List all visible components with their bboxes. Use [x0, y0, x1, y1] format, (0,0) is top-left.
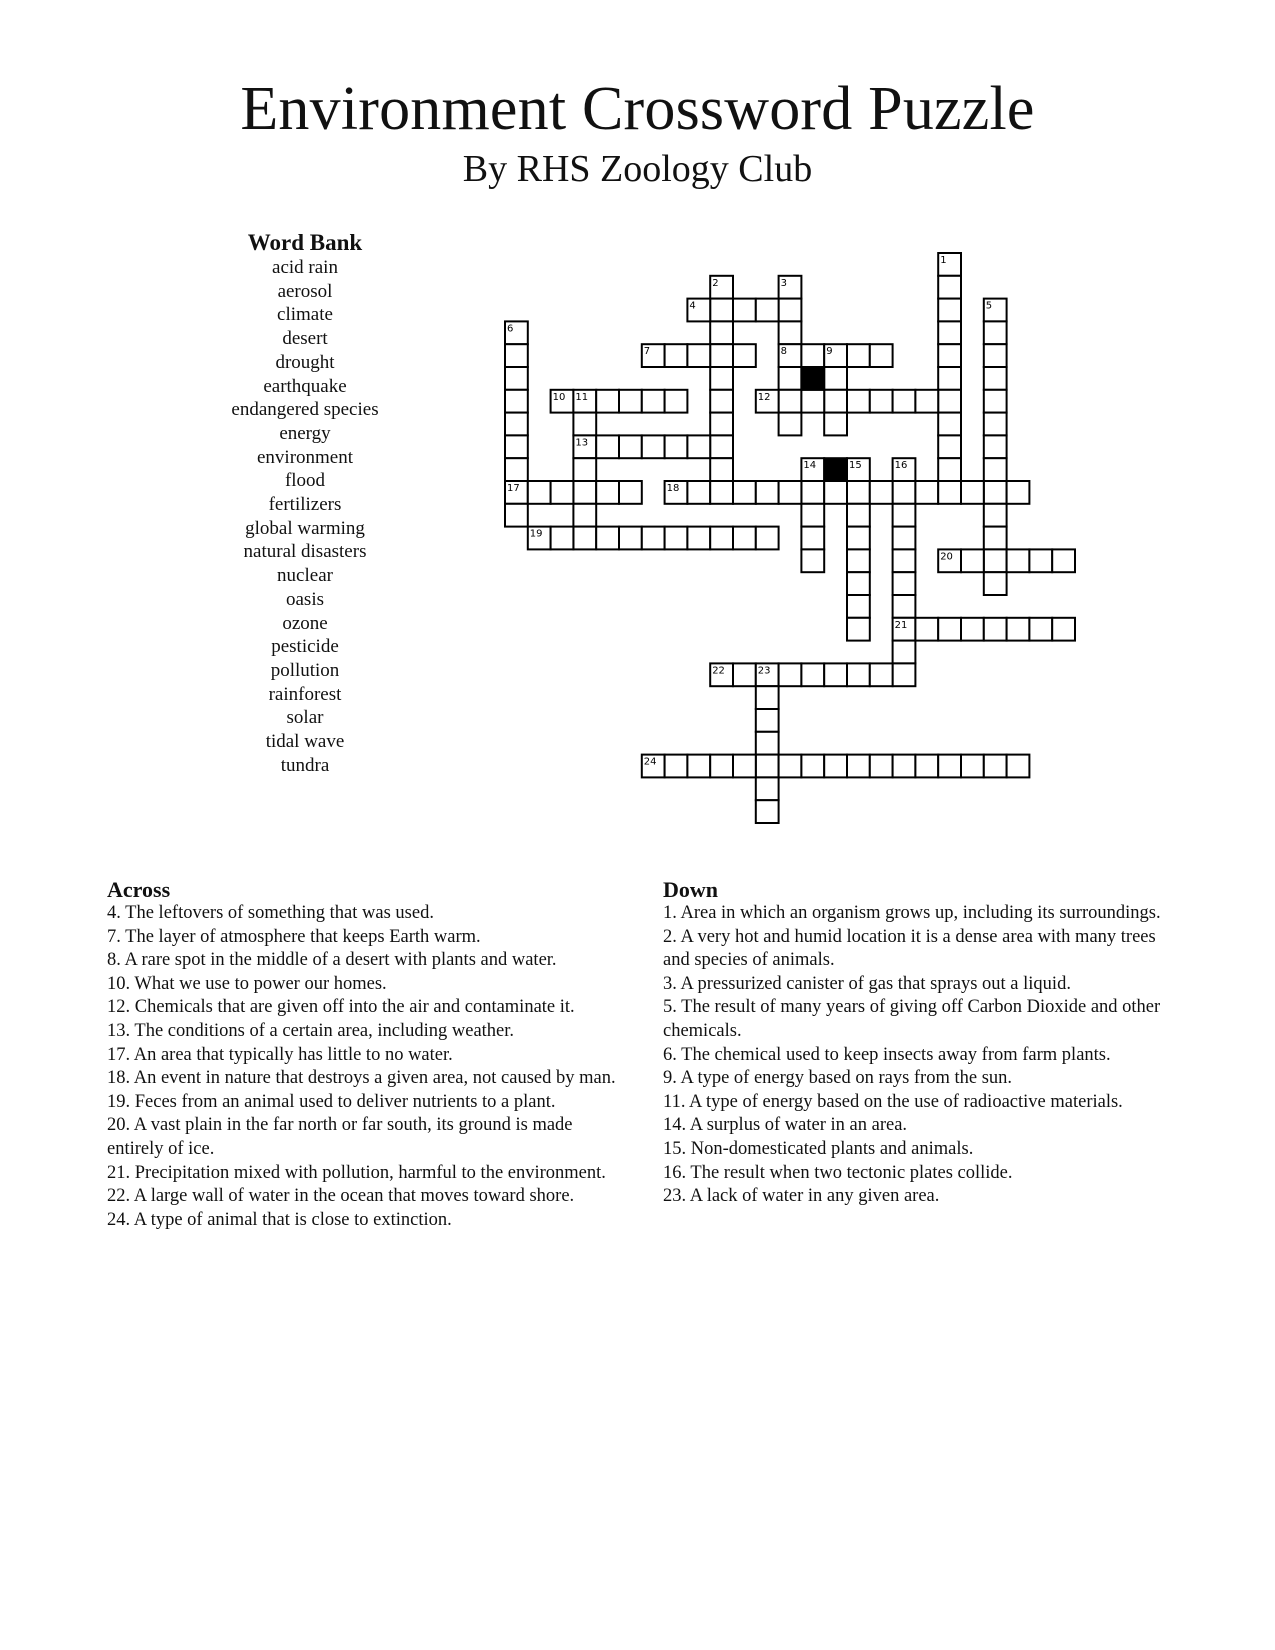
word-bank-item: energy — [279, 422, 331, 444]
crossword-cell[interactable] — [1007, 755, 1030, 778]
crossword-cell[interactable] — [1029, 549, 1052, 572]
crossword-cell[interactable] — [779, 299, 802, 322]
crossword-cell[interactable] — [687, 527, 710, 550]
across-clue: 22. A large wall of water in the ocean that moves toward shore. — [107, 1186, 575, 1207]
crossword-cell[interactable] — [687, 344, 710, 367]
crossword-cell[interactable] — [961, 481, 984, 504]
across-clue: 13. The conditions of a certain area, including weather. — [107, 1020, 515, 1041]
crossword-cell[interactable] — [573, 458, 596, 481]
crossword-cell[interactable] — [984, 435, 1007, 458]
crossword-cell[interactable] — [619, 481, 642, 504]
crossword-clue-number: 10 — [552, 391, 566, 403]
crossword-cell[interactable] — [710, 344, 733, 367]
crossword-clue-number: 21 — [894, 619, 908, 631]
crossword-cell[interactable] — [505, 344, 528, 367]
crossword-cell[interactable] — [710, 527, 733, 550]
crossword-cell[interactable] — [710, 390, 733, 413]
crossword-cell[interactable] — [893, 572, 916, 595]
crossword-cell[interactable] — [528, 481, 551, 504]
crossword-cell[interactable] — [779, 481, 802, 504]
crossword-cell[interactable] — [710, 367, 733, 390]
crossword-cell[interactable] — [870, 344, 893, 367]
crossword-cell[interactable] — [961, 618, 984, 641]
crossword-cell[interactable] — [733, 344, 756, 367]
crossword-cell[interactable] — [893, 390, 916, 413]
crossword-cell[interactable] — [505, 458, 528, 481]
crossword-clue-number: 15 — [849, 460, 862, 472]
crossword-cell[interactable] — [1007, 618, 1030, 641]
crossword-cell[interactable] — [505, 390, 528, 413]
page-title: Environment Crossword Puzzle — [240, 75, 1035, 143]
crossword-cell[interactable] — [756, 732, 779, 755]
crossword-cell[interactable] — [505, 413, 528, 436]
crossword-cell[interactable] — [938, 413, 961, 436]
crossword-cell[interactable] — [573, 527, 596, 550]
crossword-cell[interactable] — [870, 481, 893, 504]
crossword-black-cell — [801, 367, 824, 390]
crossword-clue-number: 13 — [575, 437, 589, 449]
crossword-cell[interactable] — [801, 549, 824, 572]
crossword-cell[interactable] — [938, 321, 961, 344]
crossword-cell[interactable] — [984, 458, 1007, 481]
crossword-cell[interactable] — [847, 504, 870, 527]
crossword-cell[interactable] — [710, 458, 733, 481]
crossword-cell[interactable] — [756, 299, 779, 322]
crossword-cell[interactable] — [665, 527, 688, 550]
word-bank-item: tundra — [280, 754, 330, 776]
crossword-clue-number: 8 — [780, 346, 787, 358]
crossword-cell[interactable] — [824, 663, 847, 686]
down-clue: 3. A pressurized canister of gas that sprays out a liquid. — [663, 973, 1071, 994]
crossword-cell[interactable] — [847, 527, 870, 550]
crossword-clue-number: 11 — [575, 391, 589, 403]
word-bank-item: drought — [275, 351, 335, 373]
crossword-cell[interactable] — [779, 413, 802, 436]
crossword-cell[interactable] — [665, 435, 688, 458]
crossword-cell[interactable] — [756, 755, 779, 778]
crossword-cell[interactable] — [1029, 618, 1052, 641]
crossword-cell[interactable] — [801, 390, 824, 413]
crossword-cell[interactable] — [893, 549, 916, 572]
across-clue: 24. A type of animal that is close to extinction. — [107, 1209, 452, 1230]
crossword-cell[interactable] — [870, 390, 893, 413]
crossword-cell[interactable] — [801, 344, 824, 367]
down-clue: 16. The result when two tectonic plates collide. — [663, 1162, 1013, 1183]
word-bank-item: solar — [286, 707, 324, 729]
crossword-cell[interactable] — [779, 663, 802, 686]
word-bank-item: acid rain — [272, 257, 338, 278]
crossword-cell[interactable] — [756, 800, 779, 823]
crossword-cell[interactable] — [573, 504, 596, 527]
crossword-cell[interactable] — [915, 755, 938, 778]
crossword-clue-number: 12 — [757, 391, 771, 403]
crossword-cell[interactable] — [824, 390, 847, 413]
crossword-clue-number: 19 — [529, 528, 543, 540]
across-heading: Across — [107, 877, 171, 902]
crossword-cell[interactable] — [665, 390, 688, 413]
down-clue: 15. Non-domesticated plants and animals. — [663, 1138, 974, 1159]
across-clue: 4. The leftovers of something that was used. — [107, 903, 434, 923]
crossword-cell[interactable] — [915, 390, 938, 413]
crossword-clue-number: 7 — [643, 346, 651, 358]
down-clues — [663, 878, 1183, 1209]
word-bank-item: fertilizers — [268, 494, 342, 516]
across-clue: 21. Precipitation mixed with pollution, harmful to the environment. — [107, 1162, 606, 1183]
word-bank-item: endangered species — [231, 399, 379, 421]
word-bank-item: ozone — [282, 612, 328, 634]
crossword-cell[interactable] — [938, 481, 961, 504]
word-bank-title: Word Bank — [247, 230, 363, 255]
crossword-cell[interactable] — [801, 755, 824, 778]
across-clues — [107, 878, 622, 1232]
crossword-cell[interactable] — [756, 709, 779, 732]
crossword-cell[interactable] — [984, 755, 1007, 778]
word-bank-item: pesticide — [271, 636, 339, 658]
crossword-cell[interactable] — [687, 481, 710, 504]
crossword-cell[interactable] — [847, 390, 870, 413]
crossword-clue-number: 2 — [712, 277, 719, 289]
crossword-cell[interactable] — [551, 481, 574, 504]
crossword-cell[interactable] — [961, 549, 984, 572]
crossword-cell[interactable] — [596, 435, 619, 458]
word-bank-item: environment — [256, 446, 354, 468]
crossword-cell[interactable] — [779, 367, 802, 390]
crossword-cell[interactable] — [893, 755, 916, 778]
crossword-cell[interactable] — [984, 321, 1007, 344]
crossword-cell[interactable] — [1007, 549, 1030, 572]
crossword-clue-number: 23 — [757, 665, 771, 677]
crossword-cell[interactable] — [710, 321, 733, 344]
crossword-cell[interactable] — [893, 481, 916, 504]
crossword-cell[interactable] — [893, 641, 916, 664]
crossword-cell[interactable] — [733, 755, 756, 778]
crossword-cell[interactable] — [938, 367, 961, 390]
crossword-black-cell — [824, 458, 847, 481]
crossword-cell[interactable] — [596, 481, 619, 504]
down-clue: 23. A lack of water in any given area. — [663, 1186, 940, 1207]
crossword-clue-number: 3 — [780, 277, 787, 289]
crossword-cell[interactable] — [619, 527, 642, 550]
across-clue-list — [107, 902, 622, 1232]
crossword-cell[interactable] — [893, 504, 916, 527]
crossword-cell[interactable] — [505, 435, 528, 458]
crossword-cell[interactable] — [551, 527, 574, 550]
word-bank-item: pollution — [270, 659, 340, 681]
crossword-cell[interactable] — [847, 595, 870, 618]
crossword-clue-number: 14 — [803, 460, 817, 472]
crossword-cell[interactable] — [915, 481, 938, 504]
crossword-cell[interactable] — [847, 663, 870, 686]
across-clue: 20. A vast plain in the far north or far south, its ground is made entirely of ice. — [107, 1115, 573, 1159]
down-heading: Down — [663, 877, 719, 902]
word-bank-item: oasis — [286, 588, 324, 610]
crossword-cell[interactable] — [801, 527, 824, 550]
crossword-cell[interactable] — [984, 344, 1007, 367]
word-bank-item: natural disasters — [243, 541, 367, 563]
crossword-cell[interactable] — [596, 390, 619, 413]
crossword-cell[interactable] — [710, 413, 733, 436]
crossword-cell[interactable] — [756, 527, 779, 550]
word-bank-item: earthquake — [263, 375, 347, 397]
crossword-cell[interactable] — [1007, 481, 1030, 504]
crossword-clue-number: 9 — [826, 346, 833, 358]
crossword-cell[interactable] — [938, 390, 961, 413]
crossword-cell[interactable] — [938, 755, 961, 778]
crossword-cell[interactable] — [961, 755, 984, 778]
down-clue: 2. A very hot and humid location it is a dense area with many trees and species of animals. — [663, 926, 1156, 971]
across-clue: 10. What we use to power our homes. — [107, 973, 387, 994]
crossword-cell[interactable] — [893, 663, 916, 686]
crossword-clue-number: 20 — [940, 551, 953, 563]
crossword-clue-number: 18 — [666, 483, 680, 494]
crossword-cell[interactable] — [938, 344, 961, 367]
crossword-cell[interactable] — [687, 755, 710, 778]
word-bank-item: aerosol — [277, 280, 333, 302]
crossword-cell[interactable] — [801, 663, 824, 686]
crossword-cell[interactable] — [733, 481, 756, 504]
crossword-cell[interactable] — [642, 527, 665, 550]
crossword-cell[interactable] — [779, 390, 802, 413]
crossword-cell[interactable] — [984, 618, 1007, 641]
crossword-cell[interactable] — [801, 504, 824, 527]
crossword-clue-number: 6 — [507, 323, 514, 335]
crossword-cell[interactable] — [938, 435, 961, 458]
crossword-cell[interactable] — [665, 344, 688, 367]
crossword-clue-number: 4 — [689, 300, 696, 312]
down-clue-list — [663, 902, 1183, 1209]
crossword-clue-number: 16 — [894, 460, 908, 472]
crossword-cell[interactable] — [984, 572, 1007, 595]
down-clue: 14. A surplus of water in an area. — [663, 1115, 908, 1136]
crossword-cell[interactable] — [733, 527, 756, 550]
crossword-cell[interactable] — [847, 344, 870, 367]
across-clue: 7. The layer of atmosphere that keeps Earth warm. — [107, 926, 481, 947]
crossword-cell[interactable] — [984, 549, 1007, 572]
down-clue: 6. The chemical used to keep insects away from farm plants. — [663, 1044, 1111, 1065]
crossword-cell[interactable] — [984, 527, 1007, 550]
crossword-cell[interactable] — [710, 755, 733, 778]
across-clue: 8. A rare spot in the middle of a desert with plants and water. — [107, 950, 557, 971]
crossword-cell[interactable] — [984, 504, 1007, 527]
crossword-cell[interactable] — [733, 299, 756, 322]
crossword-cell[interactable] — [642, 390, 665, 413]
word-bank-item: flood — [284, 470, 326, 492]
crossword-cell[interactable] — [847, 755, 870, 778]
crossword-cell[interactable] — [687, 435, 710, 458]
crossword-cell[interactable] — [779, 755, 802, 778]
crossword-cell[interactable] — [984, 367, 1007, 390]
word-bank-item: global warming — [245, 517, 365, 539]
crossword-cell[interactable] — [938, 458, 961, 481]
crossword-cell[interactable] — [847, 572, 870, 595]
word-bank-item: rainforest — [268, 683, 342, 705]
crossword-cell[interactable] — [756, 481, 779, 504]
crossword-cell[interactable] — [938, 618, 961, 641]
crossword-cell[interactable] — [915, 618, 938, 641]
across-clue: 17. An area that typically has little to no water. — [107, 1044, 453, 1065]
crossword-cell[interactable] — [596, 527, 619, 550]
crossword-cell[interactable] — [505, 504, 528, 527]
crossword-cell[interactable] — [710, 481, 733, 504]
word-bank-item: tidal wave — [265, 731, 345, 753]
crossword-cell[interactable] — [801, 481, 824, 504]
crossword-cell[interactable] — [847, 618, 870, 641]
crossword-cell[interactable] — [1052, 549, 1075, 572]
crossword-cell[interactable] — [824, 367, 847, 390]
crossword-cell[interactable] — [984, 390, 1007, 413]
across-clue: 19. Feces from an animal used to deliver nutrients to a plant. — [107, 1091, 556, 1112]
crossword-cell[interactable] — [984, 481, 1007, 504]
crossword-cell[interactable] — [824, 755, 847, 778]
crossword-cell[interactable] — [619, 435, 642, 458]
crossword-cell[interactable] — [505, 367, 528, 390]
across-clue: 12. Chemicals that are given off into the air and contaminate it. — [107, 997, 575, 1018]
crossword-cell[interactable] — [893, 595, 916, 618]
down-clue: 5. The result of many years of giving off Carbon Dioxide and other chemicals. — [663, 997, 1161, 1041]
crossword-clue-number: 22 — [712, 665, 725, 677]
crossword-cell[interactable] — [642, 435, 665, 458]
crossword-cell[interactable] — [847, 481, 870, 504]
crossword-cell[interactable] — [733, 663, 756, 686]
down-clue: 11. A type of energy based on the use of radioactive materials. — [663, 1091, 1123, 1112]
word-bank-item: nuclear — [277, 565, 333, 587]
crossword-cell[interactable] — [573, 481, 596, 504]
down-clue: 1. Area in which an organism grows up, including its surroundings. — [663, 903, 1161, 923]
crossword-clue-number: 24 — [643, 756, 657, 768]
down-clue: 9. A type of energy based on rays from the sun. — [663, 1068, 1013, 1089]
crossword-cell[interactable] — [847, 549, 870, 572]
word-bank-item: climate — [277, 304, 333, 326]
crossword-cell[interactable] — [870, 755, 893, 778]
crossword-cell[interactable] — [619, 390, 642, 413]
crossword-cell[interactable] — [665, 755, 688, 778]
across-clue: 18. An event in nature that destroys a given area, not caused by man. — [107, 1068, 616, 1089]
crossword-cell[interactable] — [938, 276, 961, 299]
crossword-cell[interactable] — [710, 435, 733, 458]
crossword-cell[interactable] — [893, 527, 916, 550]
crossword-cell[interactable] — [756, 777, 779, 800]
crossword-cell[interactable] — [779, 321, 802, 344]
word-bank-item: desert — [282, 328, 328, 350]
crossword-cell[interactable] — [1052, 618, 1075, 641]
crossword-cell[interactable] — [938, 299, 961, 322]
page-subtitle: By RHS Zoology Club — [462, 148, 813, 190]
crossword-cell[interactable] — [824, 481, 847, 504]
crossword-cell[interactable] — [756, 686, 779, 709]
crossword-cell[interactable] — [870, 663, 893, 686]
crossword-cell[interactable] — [984, 413, 1007, 436]
crossword-cell[interactable] — [573, 413, 596, 436]
crossword-clue-number: 1 — [940, 255, 947, 266]
crossword-cell[interactable] — [710, 299, 733, 322]
crossword-clue-number: 17 — [507, 483, 520, 494]
crossword-clue-number: 5 — [985, 300, 993, 312]
crossword-cell[interactable] — [824, 413, 847, 436]
